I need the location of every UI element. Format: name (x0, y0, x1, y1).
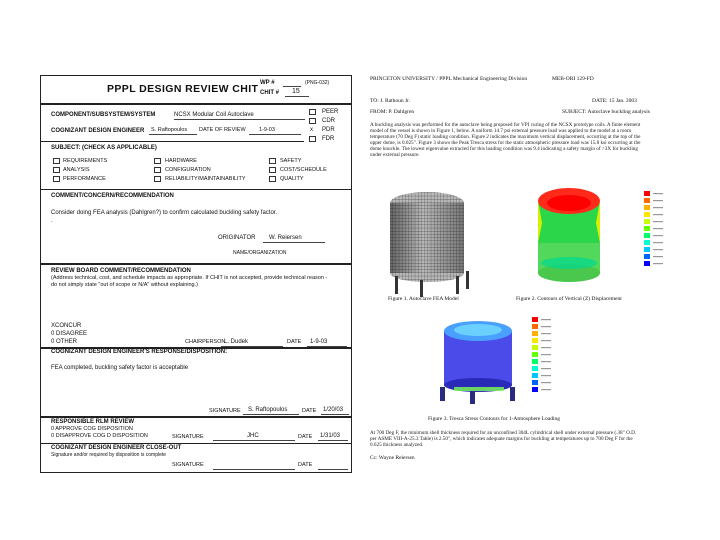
legend-swatch (532, 324, 538, 329)
page-title: PPPL DESIGN REVIEW CHIT (107, 83, 259, 95)
legend-swatch (644, 247, 650, 252)
legend-swatch (644, 212, 650, 217)
subject-option: PERFORMANCE (63, 176, 106, 182)
legend-swatch (532, 387, 538, 392)
legend-swatch (644, 261, 650, 266)
memo-body: A buckling analysis was performed for the autoclave being proposed for VPI curing of the NCSX prototype coils. A finite element model of the vessel is shown in Figure 1, below. A uniform 14.7 psi external pressure load was applied to the model at a room temperature (70 Deg F) static loading condition. Figure 2 indicates the maximum vertical displacement, occurring at the top of the upper dome, is 0.025". Figure 3 shows the Peak Tresca stress for the static atmospheric pressure load was 15.8 ksi occurring at the dome knuckle. The lowest eigenvalue extracted for this loading condition was 9.4 indicating a safety margin of >3X for buckling under external pressure. (370, 122, 641, 159)
review-type-checkbox[interactable] (309, 136, 316, 142)
rlm-signature-label: SIGNATURE (172, 434, 204, 440)
legend-tick-label (653, 263, 663, 264)
legend-tick-label (541, 319, 551, 320)
figure-3-caption: Figure 3. Tresca Stress Contours for 1-Atmosphere Loading (428, 416, 560, 422)
subject-checkbox[interactable] (269, 167, 276, 173)
legend-tick-label (653, 235, 663, 236)
response-text: FEA completed, buckling safety factor is acceptable (51, 365, 189, 371)
review-type-label: FDR (322, 136, 335, 142)
legend-tick-label (541, 347, 551, 348)
subject-option: COST/SCHEDULE (280, 167, 327, 173)
memo-cc: Cc: Wayne Reiersen (370, 455, 415, 461)
subject-checkbox[interactable] (154, 167, 161, 173)
legend-swatch (644, 240, 650, 245)
legend-tick-label (653, 256, 663, 257)
subject-checkbox[interactable] (53, 176, 60, 182)
rlm-signature-value: JHC (247, 433, 259, 439)
legend-tick-label (653, 221, 663, 222)
legend-swatch (532, 317, 538, 322)
legend-tick-label (653, 193, 663, 194)
legend-swatch (644, 226, 650, 231)
review-type-checkbox[interactable] (309, 118, 316, 124)
review-type-checkbox[interactable] (309, 109, 316, 115)
response-date-value: 1/20/03 (323, 407, 344, 413)
legend-swatch (532, 345, 538, 350)
subject-option: CONFIGURATION (165, 167, 211, 173)
subject-checkbox[interactable] (269, 158, 276, 164)
chairperson-value: L. Dudek (224, 339, 249, 345)
legend-swatch (532, 366, 538, 371)
legend-tick-label (653, 214, 663, 215)
memo-number: MEB-ORI 129-FD (552, 76, 594, 82)
legend-swatch (532, 373, 538, 378)
date-of-review-label: DATE OF REVIEW (199, 127, 246, 133)
cog-engineer-label: COGNIZANT DESIGN ENGINEER (51, 128, 145, 134)
design-review-chit (37, 75, 355, 475)
chit-number-label: CHIT # (260, 90, 280, 96)
review-type-label: PDR (322, 127, 335, 133)
chairperson-label: CHAIRPERSON (185, 339, 226, 345)
rlm-option[interactable]: 0 DISAPPROVE COG D DISPOSITION (51, 433, 148, 439)
response-date-label: DATE (302, 408, 317, 414)
legend-swatch (644, 233, 650, 238)
originator-value: W. Reiersen (269, 235, 302, 241)
review-type-label: PEER (322, 109, 339, 115)
closeout-note: Signature and/or required by disposition is complete (51, 452, 167, 458)
closeout-header: COGNIZANT DESIGN ENGINEER CLOSE-OUT (51, 445, 182, 451)
subject-option: HARDWARE (165, 158, 197, 164)
legend-swatch (532, 359, 538, 364)
legend-tick-label (541, 340, 551, 341)
name-org-label: NAME/ORGANIZATION (233, 250, 287, 256)
legend-tick-label (653, 242, 663, 243)
subject-option: RELIABILITY/MAINTAINABILITY (165, 176, 246, 182)
rlm-date-label: DATE (298, 434, 313, 440)
legend-swatch (532, 352, 538, 357)
concur-option[interactable]: 0 OTHER (51, 339, 78, 345)
chair-date-label: DATE (287, 339, 302, 345)
response-signature-value: S. Raftopoulos (248, 407, 288, 413)
legend-swatch (644, 198, 650, 203)
comment-header: COMMENT/CONCERN/RECOMMENDATION (51, 193, 174, 199)
figure-1-fea-model (370, 183, 510, 298)
response-header: COGNIZANT DESIGN ENGINEER'S RESPONSE/DISPOSITION: (51, 349, 228, 355)
concur-option[interactable]: 0 DISAGREE (51, 331, 88, 337)
legend-swatch (532, 331, 538, 336)
subject-checkbox[interactable] (154, 158, 161, 164)
memo-from: FROM: P. Dahlgren (370, 109, 415, 115)
cog-engineer-value: S. Raftopoulos (151, 127, 188, 133)
legend-tick-label (541, 389, 551, 390)
review-type-label: CDR (322, 118, 335, 124)
wp-value: (PNG-032) (305, 80, 330, 86)
board-note: (Address technical, cost, and schedule impacts as appropriate. If CHIT is not accepted, provide technical reason - (51, 275, 328, 281)
memo-org: PRINCETON UNIVERSITY / PPPL Mechanical Engineering Division (370, 76, 528, 82)
figure-1-caption: Figure 1. Autoclave FEA Model (388, 296, 459, 302)
subject-checkbox[interactable] (53, 167, 60, 173)
legend-swatch (644, 219, 650, 224)
board-note-2: do not simply state "out of scope or N/A" without explaining.) (51, 282, 198, 288)
legend-swatch (532, 380, 538, 385)
component-label: COMPONENT/SUBSYSTEM/SYSTEM (51, 112, 156, 118)
board-header: REVIEW BOARD COMMENT/RECOMMENDATION (51, 268, 191, 274)
legend-tick-label (541, 361, 551, 362)
legend-swatch (644, 254, 650, 259)
legend-tick-label (653, 200, 663, 201)
comment-text: Consider doing FEA analysis (Dahlgren?) to confirm calculated buckling safety factor. (51, 210, 278, 216)
legend-tick-label (541, 354, 551, 355)
legend-swatch (644, 205, 650, 210)
subject-option: SAFETY (280, 158, 302, 164)
subject-checkbox[interactable] (53, 158, 60, 164)
figure-2-displacement (512, 183, 674, 293)
component-value: NCSX Modular Coil Autoclave (174, 112, 254, 118)
legend-tick-label (541, 375, 551, 376)
rlm-header: RESPONSIBLE RLM REVIEW (51, 419, 135, 425)
legend-swatch (532, 338, 538, 343)
wp-label: WP # (260, 80, 275, 86)
legend-tick-label (653, 249, 663, 250)
chair-date-value: 1-9-03 (310, 339, 328, 345)
subject-option: QUALITY (280, 176, 304, 182)
figure-2-caption: Figure 2. Contours of Vertical (Z) Displacement (516, 296, 622, 302)
closeout-date-label: DATE (298, 462, 313, 468)
memo-date: DATE: 15 Jan. 2003 (592, 98, 637, 104)
originator-label: ORIGINATOR (218, 235, 256, 241)
date-of-review-value: 1-9-03 (259, 127, 275, 133)
legend-swatch (644, 191, 650, 196)
comment-dot: . (51, 218, 53, 224)
response-signature-label: SIGNATURE (209, 408, 241, 414)
chit-number-value: 15 (292, 88, 300, 95)
rlm-date-value: 1/31/03 (320, 433, 341, 439)
memo-subject: SUBJECT: Autoclave buckling analysis (562, 109, 650, 115)
memo-to: TO: J. Rathoun Jr. (370, 98, 411, 104)
review-selected-mark: x (310, 127, 313, 133)
subject-option: REQUIREMENTS (63, 158, 108, 164)
memo-page (366, 75, 688, 475)
concur-option[interactable]: XCONCUR (51, 323, 82, 329)
memo-body-2: At 700 Deg F, the minimum shell thickness required for an unconfined 304L cylindrical shell under external pressure (.38" O.D. per ASME VIII-A-25.3 Table) is 2.50", which indicates adequate margins for buckling at temperatures up to 700 Deg F for the 0.625 thickness analyzed. (370, 430, 637, 449)
closeout-signature-label: SIGNATURE (172, 462, 204, 468)
subject-checkbox[interactable] (269, 176, 276, 182)
figure-3-tresca-stress (424, 313, 574, 413)
subject-label: SUBJECT: (CHECK AS APPLICABLE) (51, 145, 157, 151)
subject-option: ANALYSIS (63, 167, 90, 173)
rlm-option[interactable]: 0 APPROVE COG DISPOSITION (51, 426, 133, 432)
legend-tick-label (653, 228, 663, 229)
legend-tick-label (541, 382, 551, 383)
subject-checkbox[interactable] (154, 176, 161, 182)
legend-tick-label (541, 326, 551, 327)
legend-tick-label (541, 368, 551, 369)
legend-tick-label (541, 333, 551, 334)
divider (40, 103, 352, 105)
legend-tick-label (653, 207, 663, 208)
